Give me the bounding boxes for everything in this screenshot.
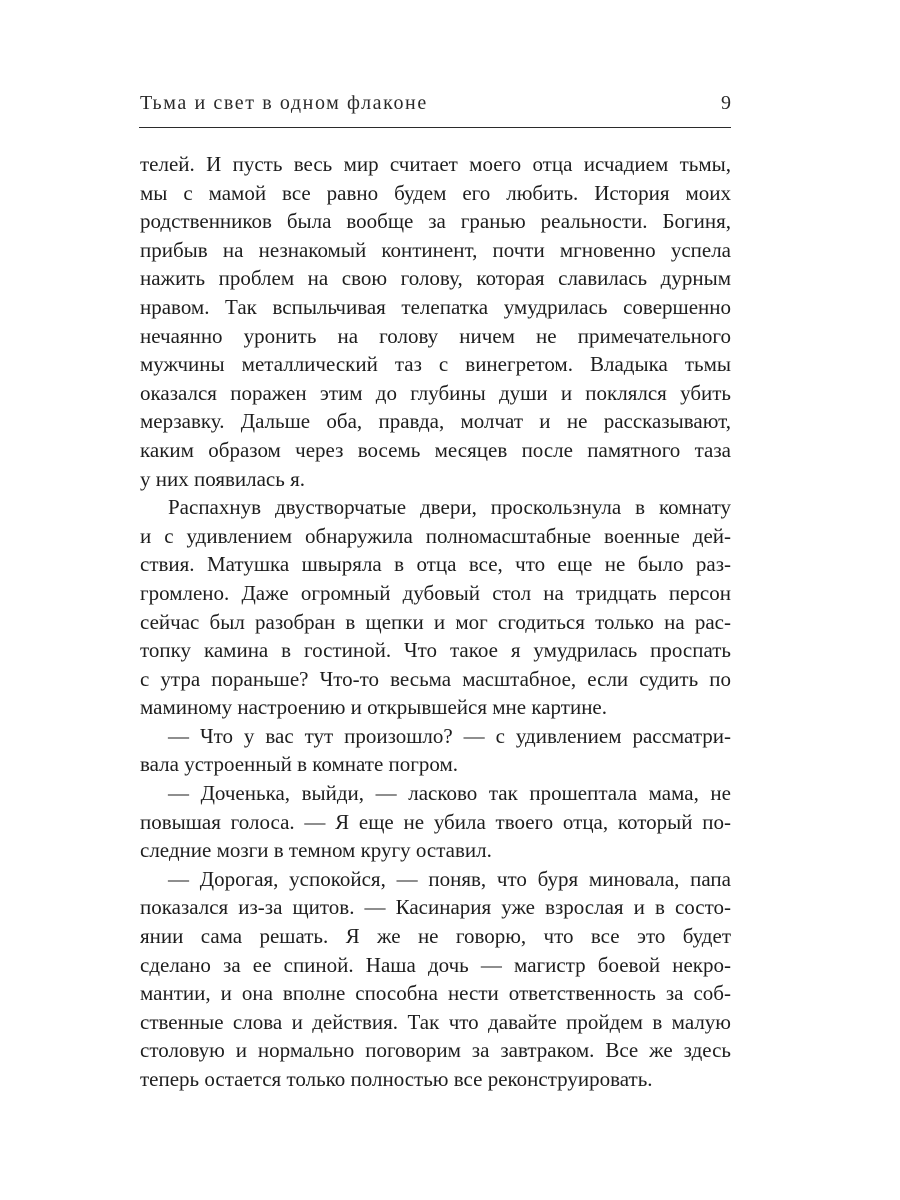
text-line: оказался поражен этим до глубины души и поклялся убить (140, 380, 731, 405)
text-line: следние мозги в темном кругу оставил. (140, 838, 492, 863)
text-line: нравом. Так вспыльчивая телепатка умудрилась совершенно (140, 294, 731, 319)
running-title: Тьма и свет в одном флаконе (140, 92, 428, 114)
text-line: мы с мамой все равно будем его любить. История моих (140, 180, 731, 205)
text-line: родственников была вообще за гранью реальности. Богиня, (140, 209, 731, 234)
running-header (140, 92, 731, 115)
text-line: топку камина в гостиной. Что такое я умудрилась проспать (140, 638, 731, 663)
paragraph (140, 722, 731, 779)
text-line: — Что у вас тут произошло? — с удивлением рассматри- (168, 723, 731, 748)
text-line: — Дорогая, успокойся, — поняв, что буря миновала, папа (168, 866, 731, 891)
text-line: теперь остается только полностью все реконструировать. (140, 1067, 653, 1091)
paragraph (140, 779, 731, 865)
text-line: Распахнув двустворчатые двери, проскользнула в комнату (168, 495, 731, 520)
text-line: — Доченька, выйди, — ласково так прошептала мама, не (168, 781, 731, 806)
text-line: сейчас был разобран в щепки и мог сгодиться только на рас- (140, 609, 731, 634)
text-line: громлено. Даже огромный дубовый стол на тридцать персон (140, 580, 731, 605)
text-line: мерзавку. Дальше оба, правда, молчат и не рассказывают, (140, 409, 731, 434)
text-line: нечаянно уронить на голову ничем не примечательного (140, 323, 731, 348)
text-line: столовую и нормально поговорим за завтраком. Все же здесь (140, 1038, 731, 1063)
text-line: маминому настроению и открывшейся мне картине. (140, 695, 608, 720)
paragraph (140, 493, 731, 722)
header-rule (139, 127, 731, 128)
text-line: с утра пораньше? Что-то весьма масштабное, если судить по (140, 666, 731, 691)
text-line: и с удивлением обнаружила полномасштабные военные дей- (140, 523, 731, 548)
text-line: показался из-за щитов. — Касинария уже взрослая и в состо- (140, 895, 731, 920)
text-line: ственные слова и действия. Так что давайте пройдем в малую (140, 1009, 731, 1034)
text-line: телей. И пусть весь мир считает моего отца исчадием тьмы, (140, 152, 731, 176)
paragraph (140, 865, 731, 1094)
text-line: у них появилась я. (140, 466, 305, 491)
text-line: повышая голоса. — Я еще не убила твоего отца, который по- (140, 809, 731, 834)
text-line: вала устроенный в комнате погром. (140, 752, 459, 777)
text-line: мантии, и она вполне способна нести ответственность за соб- (140, 981, 731, 1006)
text-line: ствия. Матушка швыряла в отца все, что еще не было раз- (140, 552, 731, 577)
paragraph (140, 150, 731, 493)
page-text (140, 150, 731, 1094)
text-line: янии сама решать. Я же не говорю, что все это будет (140, 924, 731, 949)
text-line: нажить проблем на свою голову, которая славилась дурным (140, 266, 731, 291)
text-line: прибыв на незнакомый континент, почти мгновенно успела (140, 237, 731, 262)
text-line: мужчины металлический таз с винегретом. Владыка тьмы (140, 352, 731, 377)
text-line: сделано за ее спиной. Наша дочь — магистр боевой некро- (140, 952, 731, 977)
page-number: 9 (721, 92, 731, 114)
text-line: каким образом через восемь месяцев после памятного таза (140, 437, 731, 462)
